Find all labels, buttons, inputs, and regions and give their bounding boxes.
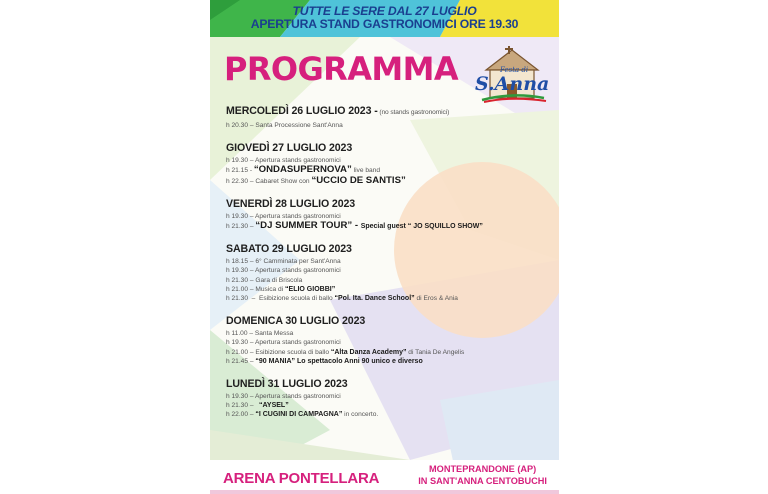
event-bold: “AYSEL” [259, 402, 289, 410]
event-text: Esibizione scuola di ballo [255, 348, 331, 356]
event-time: h 22.30 – [226, 177, 256, 185]
event-row [226, 294, 556, 303]
banner-line-1: TUTTE LE SERE DAL 27 LUGLIO [292, 4, 477, 18]
event-row [226, 348, 556, 357]
event-row [226, 392, 556, 401]
event-text-after: di Tania De Angelis [406, 348, 465, 356]
day-heading [226, 197, 556, 211]
event-row [226, 276, 556, 285]
event-row [226, 357, 556, 366]
event-text: Santa Processione Sant'Anna [255, 122, 343, 129]
event-row [226, 176, 556, 186]
program-day [226, 242, 556, 303]
program-day [226, 314, 556, 366]
event-time: h 21.15 - [226, 167, 254, 175]
event-time: h 18.15 – [226, 258, 256, 266]
day-heading [226, 104, 556, 120]
event-text: Musica di [255, 285, 286, 293]
event-time: h 21.30 – [226, 223, 256, 231]
event-time: h 19.30 – [226, 267, 255, 275]
event-bold: “I CUGINI DI CAMPAGNA” [255, 411, 343, 419]
event-time: h 21.30 – [226, 402, 256, 410]
event-row [226, 285, 556, 294]
event-row [226, 257, 556, 266]
event-row [226, 329, 556, 338]
day-date: SABATO 29 LUGLIO 2023 [226, 243, 352, 256]
event-time: h 21.45 – [226, 357, 256, 365]
program-day [226, 377, 556, 420]
day-heading [226, 377, 556, 391]
event-highlight: “UCCIO DE SANTIS” [311, 174, 406, 186]
event-highlight: “ONDASUPERNOVA” [253, 164, 352, 176]
event-time: h 21.00 – [226, 285, 256, 293]
event-poster [210, 0, 559, 494]
event-time: h 21.30 – [226, 276, 256, 284]
event-text: Apertura stands gastronomici [254, 393, 341, 401]
event-text: 6° Camminata per Sant'Anna [255, 258, 341, 266]
event-time: h 21.00 – [226, 348, 256, 356]
event-text: Apertura stands gastronomici [254, 212, 341, 220]
event-text-after: di Eros & Ania [414, 295, 458, 303]
event-bold: “ELIO GIOBBI” [285, 285, 336, 293]
event-time: h 19.30 – [226, 393, 255, 401]
event-text: Gara di Briscola [255, 276, 303, 284]
day-heading [226, 242, 556, 256]
event-time: h 11.00 – [226, 330, 255, 338]
program-day [226, 197, 556, 231]
day-date: MERCOLEDÌ 26 LUGLIO 2023 - [226, 105, 378, 117]
event-text: Santa Messa [254, 330, 294, 338]
event-text: Apertura stands gastronomici [254, 267, 341, 275]
event-text: Esibizione scuola di ballo [259, 295, 335, 303]
day-heading [226, 141, 556, 155]
event-row [226, 410, 556, 419]
event-text: Cabaret Show con [255, 177, 312, 185]
event-bold: “Alta Danza Academy” [330, 348, 407, 356]
event-text: Apertura stands gastronomici [254, 157, 341, 165]
day-heading [226, 314, 556, 328]
event-row [226, 401, 556, 410]
event-bold: Special guest “ JO SQUILLO SHOW” [360, 223, 483, 231]
program-day [226, 141, 556, 186]
event-row [226, 121, 556, 130]
day-date: LUNEDÌ 31 LUGLIO 2023 [226, 378, 348, 391]
event-bold: “Pol. Ita. Dance School” [334, 295, 415, 303]
event-text: Apertura stands gastronomici [254, 339, 341, 347]
program-list [226, 104, 556, 431]
event-bold: “90 MANIA” Lo spettacolo Anni 90 unico e diverso [255, 357, 423, 365]
event-row [226, 266, 556, 275]
day-note: (no stands gastronomici) [377, 109, 450, 116]
event-time: h 22.00 – [226, 411, 256, 419]
venue-name: ARENA PONTELLARA [223, 470, 380, 487]
event-time: h 19.30 – [226, 157, 255, 165]
event-row [226, 221, 556, 231]
event-time: h 19.30 – [226, 212, 255, 220]
top-banner [210, 0, 559, 37]
page-title: PROGRAMMA [224, 50, 459, 88]
day-date: DOMENICA 30 LUGLIO 2023 [226, 315, 366, 328]
event-text-after: in concerto. [342, 411, 379, 419]
event-time: h 20.30 – [226, 122, 256, 129]
event-row [226, 338, 556, 347]
event-text-after: live band [351, 167, 380, 175]
event-time: h 21.30 – [226, 295, 259, 303]
venue-town: MONTEPRANDONE (AP) [429, 464, 537, 474]
logo-text: S.Anna [475, 73, 550, 95]
event-time: h 19.30 – [226, 339, 255, 347]
day-date: GIOVEDÌ 27 LUGLIO 2023 [226, 142, 353, 155]
venue-location [418, 463, 547, 487]
banner-line-2: APERTURA STAND GASTRONOMICI ORE 19.30 [250, 17, 519, 31]
logo-small-text: Festa di [500, 66, 529, 74]
day-date: VENERDÌ 28 LUGLIO 2023 [226, 197, 356, 210]
event-highlight: “DJ SUMMER TOUR” - [255, 220, 361, 232]
program-day [226, 104, 556, 130]
venue-area: IN SANT'ANNA CENTOBUCHI [418, 476, 547, 486]
